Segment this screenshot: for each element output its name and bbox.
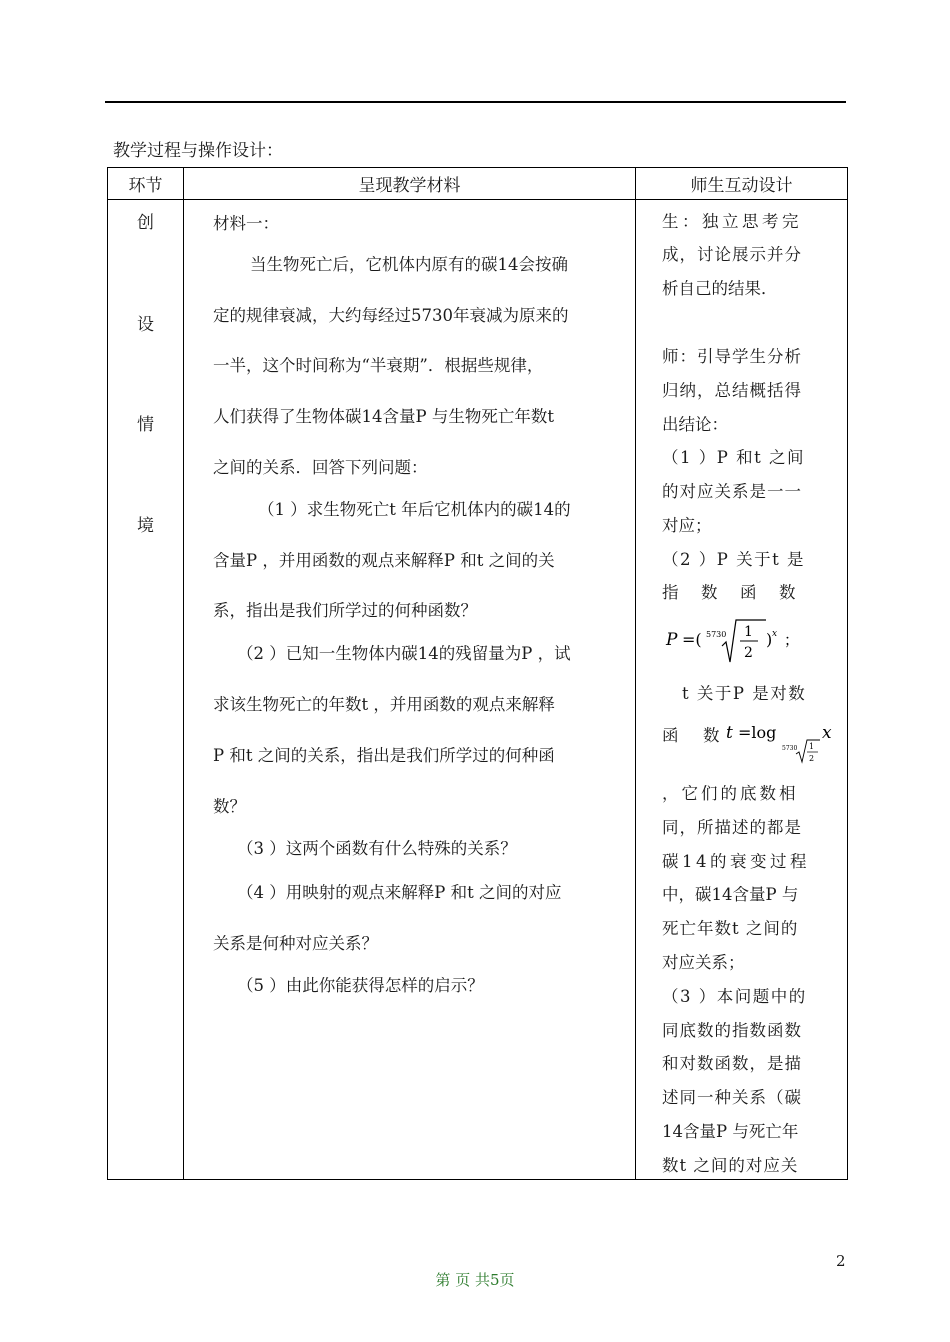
material-line: （5 ）由此你能获得怎样的启示？: [237, 976, 484, 995]
stage-char: 设: [137, 315, 154, 335]
material-line: （2 ）已知一生物体内碳14的残留量为P ，试: [237, 644, 571, 663]
material-cell: [184, 200, 636, 1180]
interaction-line: 述同一种关系（碳: [662, 1088, 802, 1107]
stage-char: 境: [137, 516, 154, 536]
header-stage: 环节: [108, 168, 184, 200]
formula-t-num: 1: [809, 742, 815, 751]
interaction-line: 死亡年数t 之间的: [662, 919, 799, 938]
material-line: 材料一：: [213, 214, 279, 233]
section-title: 教学过程与操作设计：: [113, 141, 283, 161]
interaction-line: 生：独立思考完: [662, 212, 802, 231]
footer-mid: 页 共: [455, 1271, 490, 1289]
formula-p-root-index: 5730: [706, 630, 727, 639]
material-line: （4 ）用映射的观点来解释P 和t 之间的对应: [237, 883, 562, 902]
interaction-line: t 关于P 是对数: [682, 684, 807, 703]
footer-post: 页: [499, 1271, 515, 1289]
interaction-line: 对应关系；: [662, 953, 745, 972]
interaction-line: 的对应关系是一一: [662, 482, 802, 501]
formula-t-eq: =log: [738, 723, 777, 742]
material-line: 含量P ，并用函数的观点来解释P 和t 之间的关: [213, 551, 555, 570]
formula-p-exp: x: [772, 629, 778, 639]
interaction-line: 中，碳14含量P 与: [662, 885, 799, 904]
formula-t-root-index: 5730: [782, 745, 798, 752]
page-number: 2: [836, 1252, 846, 1270]
table-header-row: [108, 168, 848, 200]
material-line: 数？: [213, 797, 246, 816]
header-interaction: 师生互动设计: [636, 168, 848, 200]
formula-t-lhs: t: [726, 723, 733, 743]
interaction-line: 14含量P 与死亡年: [662, 1122, 799, 1141]
interaction-line: 指 数 函 数: [662, 583, 799, 602]
interaction-line: （1 ）P 和t 之间: [662, 448, 805, 467]
page-footer: [0, 1269, 950, 1290]
material-line: P 和t 之间的关系，指出是我们所学过的何种函: [213, 746, 555, 765]
material-line: 关系是何种对应关系？: [213, 934, 378, 953]
interaction-line: 同底数的指数函数: [662, 1021, 802, 1040]
interaction-line: 同，所描述的都是: [662, 818, 802, 837]
interaction-line: 碳14的衰变过程: [662, 852, 810, 871]
formula-t-den: 2: [809, 754, 815, 763]
formula-p-rparen: ): [766, 630, 773, 649]
material-line: 求该生物死亡的年数t ，并用函数的观点来解释: [213, 695, 555, 714]
material-line: （3 ）这两个函数有什么特殊的关系？: [237, 839, 517, 858]
material-line: 人们获得了生物体碳14含量P 与生物死亡年数t: [213, 407, 554, 426]
formula-t-arg: x: [822, 723, 832, 743]
stage-char: 创: [137, 213, 154, 233]
stage-cell: [108, 200, 184, 1180]
formula-p-lhs: P: [666, 630, 678, 650]
interaction-line: （3 ）本问题中的: [662, 987, 807, 1006]
formula-p-den: 2: [744, 645, 753, 661]
formula-p-tail: ；: [784, 631, 800, 649]
interaction-line: 数t 之间的对应关: [662, 1156, 799, 1175]
interaction-line: 对应；: [662, 516, 712, 535]
interaction-line: 归纳，总结概括得: [662, 381, 802, 400]
material-line: 系，指出是我们所学过的何种函数？: [213, 601, 477, 620]
formula-logarithm: [722, 712, 838, 768]
footer-pre: 第: [435, 1271, 451, 1289]
interaction-line: 成，讨论展示并分: [662, 245, 802, 264]
interaction-line: 和对数函数，是描: [662, 1054, 802, 1073]
stage-char: 情: [137, 415, 154, 435]
header-rule: [105, 101, 846, 103]
footer-total: 5: [490, 1271, 500, 1289]
material-line: 当生物死亡后，它机体内原有的碳14会按确: [250, 255, 568, 274]
material-line: 之间的关系．回答下列问题：: [213, 458, 428, 477]
formula-exponential: [662, 612, 822, 668]
interaction-line: （2 ）P 关于t 是: [662, 550, 805, 569]
formula-p-num: 1: [744, 624, 753, 640]
interaction-line: 析自己的结果．: [662, 279, 778, 298]
material-line: （1 ）求生物死亡t 年后它机体内的碳14的: [258, 500, 571, 519]
interaction-line: 出结论：: [662, 415, 728, 434]
header-material: 呈现教学材料: [184, 168, 636, 200]
interaction-line: 师：引导学生分析: [662, 347, 802, 366]
interaction-line: 函 数: [662, 726, 724, 745]
material-line: 定的规律衰减，大约每经过5730年衰减为原来的: [213, 306, 569, 325]
formula-p-eq: =(: [682, 630, 702, 649]
interaction-line: ，它们的底数相: [662, 784, 799, 803]
material-line: 一半，这个时间称为“半衰期”．根据些规律，: [213, 356, 544, 375]
